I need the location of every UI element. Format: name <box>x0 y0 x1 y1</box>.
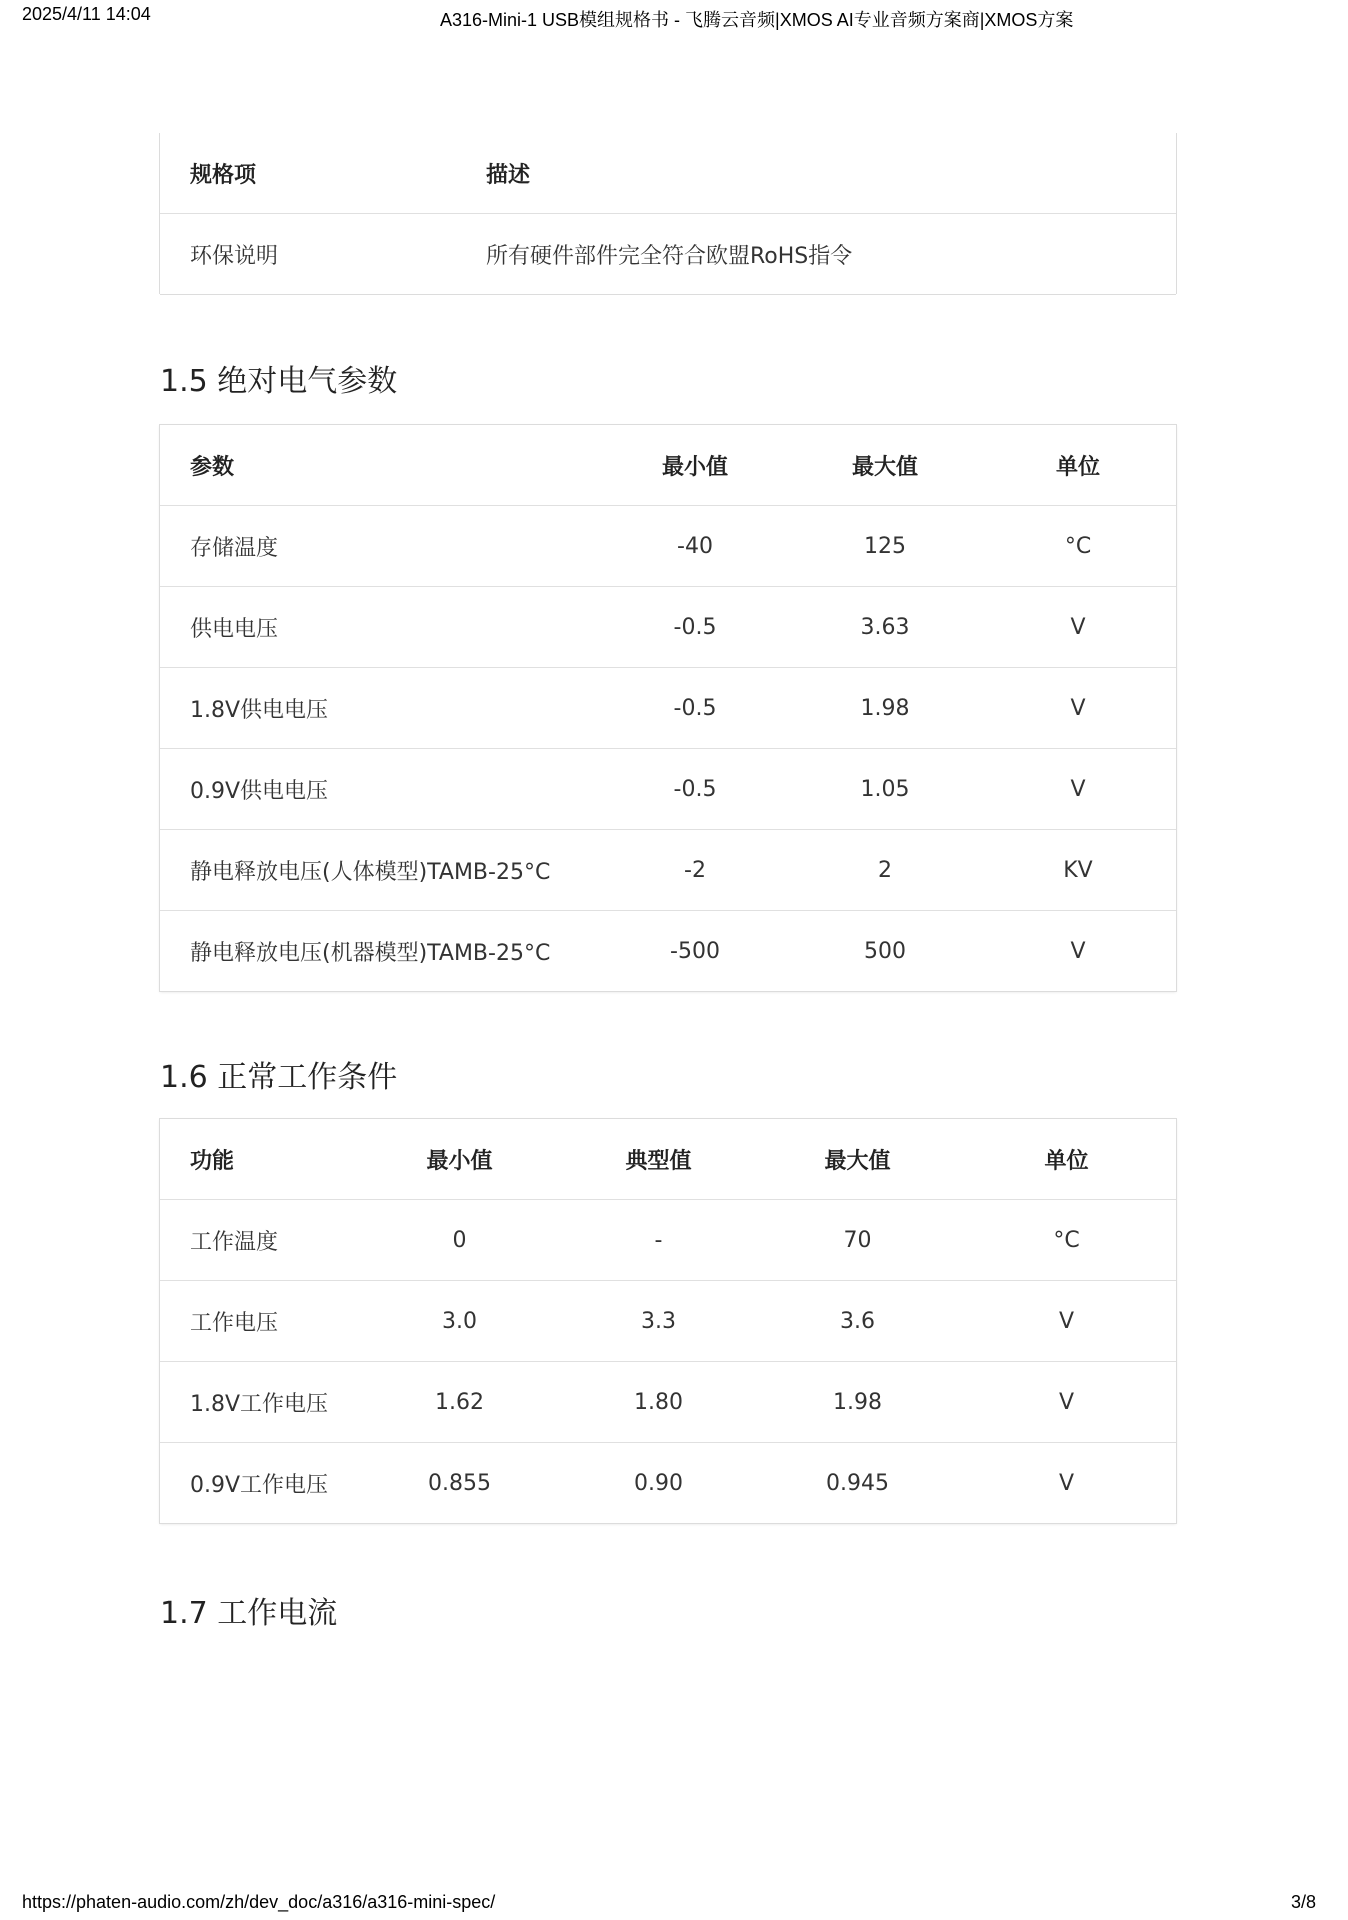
table-cell: 0.90 <box>634 1470 683 1496</box>
table-cell: 0 <box>360 1200 559 1281</box>
table-cell: 1.98 <box>758 1362 957 1443</box>
section-heading-1-6: 1.6 正常工作条件 <box>160 1060 398 1095</box>
absolute-electrical-parameters-table <box>160 425 1176 991</box>
table-cell: 3.3 <box>559 1281 758 1362</box>
table-cell: -0.5 <box>600 749 790 830</box>
table-cell: -500 <box>670 938 720 964</box>
column-header: 最大值 <box>758 1119 957 1200</box>
table-cell: KV <box>980 830 1176 911</box>
column-header: 典型值 <box>559 1119 758 1200</box>
table-row <box>160 214 1176 295</box>
table-cell: 环保说明 <box>190 243 279 269</box>
table-cell: 3.63 <box>790 587 980 668</box>
table-cell: - <box>559 1200 758 1281</box>
column-header: 单位 <box>957 1119 1176 1200</box>
print-footer <box>0 1892 1348 1916</box>
column-header: 功能 <box>160 1119 360 1200</box>
table-cell: 供电电压 <box>160 587 600 668</box>
column-header: 最小值 <box>600 425 790 506</box>
table-cell: -0.5 <box>600 668 790 749</box>
section-heading-1-5: 1.5 绝对电气参数 <box>160 364 398 399</box>
table-cell: 1.80 <box>559 1362 758 1443</box>
table-cell: 3.6 <box>758 1281 957 1362</box>
table-cell: -0.5 <box>600 587 790 668</box>
table-row <box>160 1281 1176 1362</box>
table-cell: -40 <box>600 506 790 587</box>
table-cell: 3.0 <box>360 1281 559 1362</box>
table-header-row <box>160 1119 1176 1200</box>
table-header-row <box>160 425 1176 506</box>
table-cell: 1.8V供电电压 <box>160 668 600 749</box>
table-cell: 0.945 <box>826 1470 889 1496</box>
table-cell: 1.98 <box>790 668 980 749</box>
section-heading-1-7: 1.7 工作电流 <box>160 1596 338 1631</box>
column-header: 规格项 <box>160 133 456 214</box>
table-cell: 1.05 <box>790 749 980 830</box>
column-header: 参数 <box>160 425 600 506</box>
table-row <box>160 911 1176 992</box>
table-row <box>160 1200 1176 1281</box>
table-cell: 1.62 <box>360 1362 559 1443</box>
table-cell: 125 <box>790 506 980 587</box>
table-cell: 500 <box>864 938 906 964</box>
table-row <box>160 830 1176 911</box>
table-cell: 0.9V供电电压 <box>160 749 600 830</box>
table-cell: 70 <box>758 1200 957 1281</box>
table-cell: 2 <box>790 830 980 911</box>
column-header: 最小值 <box>360 1119 559 1200</box>
operating-conditions-table <box>160 1119 1176 1523</box>
table-row <box>160 506 1176 587</box>
table-cell: V <box>980 587 1176 668</box>
table-row <box>160 749 1176 830</box>
table-cell: 0.855 <box>428 1470 491 1496</box>
print-url: https://phaten-audio.com/zh/dev_doc/a316/a316-mini-spec/ <box>22 1892 496 1912</box>
table-cell: 工作温度 <box>160 1200 360 1281</box>
table-cell: 1.8V工作电压 <box>160 1362 360 1443</box>
table-cell: V <box>957 1362 1176 1443</box>
table-cell: V <box>980 749 1176 830</box>
table-cell: 存储温度 <box>160 506 600 587</box>
table-cell: 0.9V工作电压 <box>190 1472 329 1498</box>
table-cell: V <box>1058 1470 1075 1496</box>
print-date: 2025/4/11 14:04 <box>22 4 151 24</box>
print-title: A316-Mini-1 USB模组规格书 - 飞腾云音频|XMOS AI专业音频方案商|XMOS方案 <box>440 10 1074 30</box>
column-header: 描述 <box>456 133 1176 214</box>
print-header <box>0 4 1348 28</box>
table-cell: V <box>957 1281 1176 1362</box>
table-row <box>160 1443 1176 1524</box>
column-header: 最大值 <box>790 425 980 506</box>
table-cell: V <box>980 668 1176 749</box>
table-cell: °C <box>957 1200 1176 1281</box>
table-cell: 所有硬件部件完全符合欧盟RoHS指令 <box>486 243 853 269</box>
table-cell: 静电释放电压(机器模型)TAMB-25°C <box>190 940 551 966</box>
table-cell: V <box>1070 938 1086 964</box>
table-row <box>160 1362 1176 1443</box>
table-cell: -2 <box>600 830 790 911</box>
table-row <box>160 587 1176 668</box>
table-cell: 静电释放电压(人体模型)TAMB-25°C <box>160 830 600 911</box>
table-cell: °C <box>980 506 1176 587</box>
table-header-row <box>160 133 1176 214</box>
table-cell: 工作电压 <box>160 1281 360 1362</box>
table-row <box>160 668 1176 749</box>
page-number: 3/8 <box>1290 1892 1316 1912</box>
environment-spec-table <box>160 133 1176 294</box>
column-header: 单位 <box>980 425 1176 506</box>
